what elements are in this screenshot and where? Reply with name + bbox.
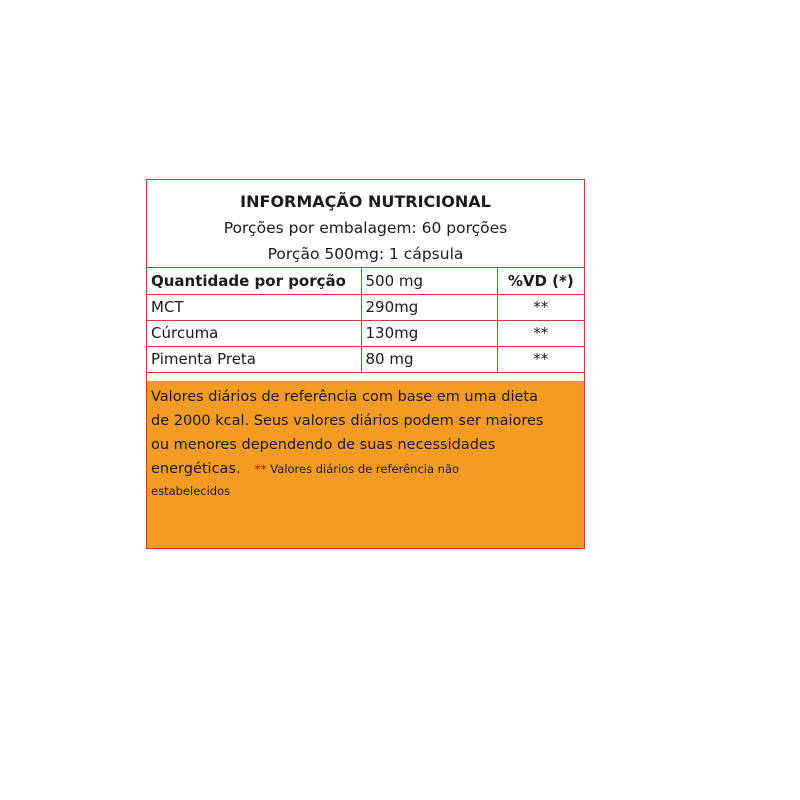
footnote-line: ou menores dependendo de suas necessidades	[151, 437, 496, 453]
column-header-daily-value: %VD (*)	[497, 268, 584, 294]
serving-size: Porção 500mg: 1 cápsula	[267, 245, 464, 263]
nutrition-label	[146, 179, 585, 549]
reference-note	[255, 462, 459, 476]
column-header-quantity: Quantidade por porção	[147, 268, 361, 294]
table-row	[147, 294, 584, 320]
note-marker: **	[254, 462, 267, 476]
nutrient-amount: 80 mg	[361, 346, 497, 372]
nutrient-daily-value: **	[497, 346, 584, 372]
nutrient-name: Cúrcuma	[147, 320, 361, 346]
footnote-line: Valores diários de referência com base em uma dieta	[151, 389, 538, 405]
nutrient-name: Pimenta Preta	[147, 346, 361, 372]
nutrient-daily-value: **	[497, 320, 584, 346]
footnote-line: de 2000 kcal. Seus valores diários podem ser maiores	[151, 413, 544, 429]
note-continuation: estabelecidos	[151, 484, 231, 498]
table-row	[147, 320, 584, 346]
nutrient-name: MCT	[147, 294, 361, 320]
table-header-row	[147, 268, 584, 294]
nutrient-daily-value: **	[497, 294, 584, 320]
nutrient-amount: 290mg	[361, 294, 497, 320]
footnote-line	[151, 457, 580, 481]
label-header	[147, 180, 584, 268]
label-title: INFORMAÇÃO NUTRICIONAL	[240, 192, 491, 211]
note-text: Valores diários de referência não	[270, 462, 460, 476]
column-header-amount: 500 mg	[361, 268, 497, 294]
footnote-text: energéticas.	[151, 461, 241, 477]
nutrient-amount: 130mg	[361, 320, 497, 346]
nutrition-table	[147, 268, 584, 373]
daily-value-footnote	[147, 381, 584, 548]
servings-per-package: Porções por embalagem: 60 porções	[223, 219, 508, 237]
table-row	[147, 346, 584, 372]
